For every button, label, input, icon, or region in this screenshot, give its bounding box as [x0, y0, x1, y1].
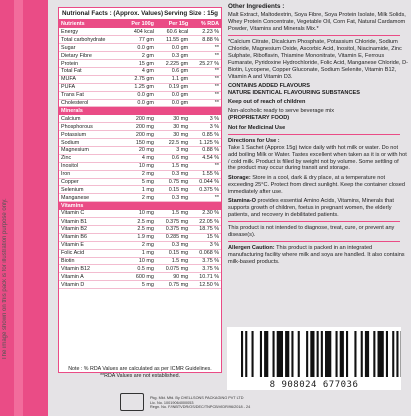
allergen-title: Allergen Caution: — [228, 245, 275, 252]
per-100g-value: 200 mg — [122, 123, 156, 131]
table-row — [59, 241, 221, 249]
per-15g-value: 0.0 gm — [156, 91, 190, 99]
nutrient-name: MUFA — [59, 75, 122, 83]
rda-value: 10.71 % — [190, 273, 221, 281]
barcode-bar — [298, 331, 300, 377]
divider — [228, 241, 400, 242]
per-100g-value: 1 mg — [122, 249, 156, 257]
nutrient-name: Vitamin D — [59, 281, 122, 289]
rda-value: 3 % — [190, 115, 221, 123]
rda-value: ** — [190, 83, 221, 91]
proprietary-food: (PROPRIETARY FOOD) — [228, 115, 290, 122]
per-15g-value: 0.15 mg — [156, 186, 190, 194]
per-100g-value: 0.0 gm — [122, 44, 156, 52]
per-15g-value: 0.0 gm — [156, 44, 190, 52]
per-100g-value: 200 mg — [122, 115, 156, 123]
table-row — [59, 162, 221, 170]
per-15g-value: 1.5 mg — [156, 257, 190, 265]
nutrient-name: Selenium — [59, 186, 122, 194]
table-row — [59, 36, 221, 44]
barcode-bar — [361, 331, 363, 377]
mfr-line-1: Pkg. Mkt. Mfd. By CHELLSONS PACKAGING PVT LTD — [150, 396, 244, 400]
rda-value: ** — [190, 91, 221, 99]
table-row — [59, 75, 221, 83]
rda-value: ** — [190, 75, 221, 83]
per-15g-value: 0.3 mg — [156, 194, 190, 202]
rda-value: 18.75 % — [190, 225, 221, 233]
side-stripe — [14, 0, 23, 416]
rda-value: ** — [190, 99, 221, 107]
recycle-logo — [120, 393, 144, 411]
barcode-bars — [227, 327, 401, 379]
per-100g-value: 4 mg — [122, 154, 156, 162]
nutrient-name: Folic Acid — [59, 249, 122, 257]
nutrient-name: Copper — [59, 178, 122, 186]
table-row — [59, 60, 221, 68]
col-per15: Per 15g — [156, 20, 190, 28]
table-row — [59, 99, 221, 107]
per-100g-value: 2 mg — [122, 241, 156, 249]
barcode-bar — [336, 331, 338, 377]
rda-value: 2.23 % — [190, 28, 221, 36]
per-15g-value: 1.5 mg — [156, 162, 190, 170]
barcode-bar — [310, 331, 314, 377]
nutrient-name: Protein — [59, 60, 122, 68]
per-100g-value: 1.9 mg — [122, 233, 156, 241]
barcode-bar — [365, 331, 369, 377]
nutrition-table — [59, 20, 221, 289]
nutrient-name: Vitamin B2 — [59, 225, 122, 233]
barcode-bar — [354, 331, 356, 377]
barcode-bar — [260, 331, 262, 377]
table-row — [59, 146, 221, 154]
per-100g-value: 5 mg — [122, 281, 156, 289]
nutrient-name: Calcium — [59, 115, 122, 123]
directions-text: Take 1 Sachet (Approx 15g) twice daily with hot milk or water. Do not add boiling Milk or Water. Tastes excellent when taken as it is or with hot / cold milk. Product is filled by weight not by volume. Some settling of the product may occur during transit and storage. — [228, 144, 407, 172]
footnote-rda: Note : % RDA Values are calculated as per ICMR Guidelines. — [68, 366, 212, 372]
rda-value: 2.30 % — [190, 210, 221, 218]
table-row — [59, 273, 221, 281]
per-100g-value: 600 mg — [122, 273, 156, 281]
per-15g-value: 0.285 mg — [156, 233, 190, 241]
table-row — [59, 225, 221, 233]
per-15g-value: 0.75 mg — [156, 281, 190, 289]
table-row — [59, 194, 221, 202]
per-100g-value: 1.25 gm — [122, 83, 156, 91]
per-100g-value: 15 gm — [122, 60, 156, 68]
per-100g-value: 404 kcal — [122, 28, 156, 36]
per-100g-value: 4 gm — [122, 67, 156, 75]
col-per100: Per 100g — [122, 20, 156, 28]
rda-value: ** — [190, 162, 221, 170]
per-15g-value: 22.5 mg — [156, 139, 190, 147]
barcode-bar — [340, 331, 344, 377]
per-100g-value: 0.0 gm — [122, 99, 156, 107]
per-15g-value: 90 mg — [156, 273, 190, 281]
rda-value: ** — [190, 67, 221, 75]
per-15g-value: 0.3 mg — [156, 241, 190, 249]
nutrient-name: Magnesium — [59, 146, 122, 154]
table-row — [59, 83, 221, 91]
table-row — [59, 139, 221, 147]
footnote-not-established: **RDA Values are not established. — [100, 373, 180, 379]
serving-size: Serving Size : 15g — [164, 10, 218, 17]
barcode-bar — [306, 331, 308, 377]
nutrient-name: Iron — [59, 170, 122, 178]
per-100g-value: 2 gm — [122, 52, 156, 60]
nutrient-name: Cholesterol — [59, 99, 122, 107]
divider — [228, 134, 400, 135]
barcode-digits: 8 908024 677036 — [227, 380, 401, 390]
barcode-bar — [396, 331, 398, 377]
minerals-mix-text: *Calcium Citrate, Dicalcium Phosphate, Potassium Chloride, Sodium Chloride, Magnesium Oxide, Ascorbic Acid, Inositol, Niacinamide, Zinc Sulphate, Riboflavin, Thiamine Mononitrate, Vitamin E, Ferrous Fumarate, Pyridoxine Hydrochloride, Folic Acid, Manganese Chloride, D-Biotin, Lycopene, Copper Gluconate, Sodium Selenite, Vitamin B12, Vitamin A and Vitamin D3. — [228, 39, 409, 80]
rda-value: 12.50 % — [190, 281, 221, 289]
vitamins-heading: Vitamins — [59, 202, 221, 210]
barcode-bar — [277, 331, 283, 377]
per-15g-value: 0.75 mg — [156, 178, 190, 186]
nutrition-title: Nutrional Facts : (Approx. Values) — [62, 10, 164, 17]
per-100g-value: 2.5 mg — [122, 218, 156, 226]
nutrient-name: Sugar — [59, 44, 122, 52]
nutrient-name: Potassium — [59, 131, 122, 139]
rda-value: 1.55 % — [190, 170, 221, 178]
per-15g-value: 30 mg — [156, 123, 190, 131]
per-15g-value: 0.6 gm — [156, 67, 190, 75]
rda-value: 3 % — [190, 123, 221, 131]
per-15g-value: 0.375 mg — [156, 225, 190, 233]
barcode-bar — [321, 331, 323, 377]
children-warning: Keep out of reach of children — [228, 99, 306, 106]
per-15g-value: 0.075 mg — [156, 265, 190, 273]
col-nutrients: Nutrients — [59, 20, 122, 28]
nutrition-panel — [58, 7, 222, 373]
per-100g-value: 2.5 mg — [122, 225, 156, 233]
nutrient-name: Total carbohydrate — [59, 36, 122, 44]
illustration-note: The image shown on this pack is for illustration purpose only. — [2, 198, 8, 360]
nutrient-name: Vitamin E — [59, 241, 122, 249]
nutrient-name: Vitamin C — [59, 210, 122, 218]
per-15g-value: 3 mg — [156, 146, 190, 154]
per-15g-value: 0.375 mg — [156, 218, 190, 226]
rda-value: 1.125 % — [190, 139, 221, 147]
nutrient-name: PUFA — [59, 83, 122, 91]
flavour-line-1: CONTAINS ADDED FLAVOURS — [228, 82, 310, 89]
table-row — [59, 233, 221, 241]
manufacturer-info — [150, 396, 250, 410]
barcode-bar — [386, 331, 388, 377]
mfr-line-3: Regn. No. F/INBTVDR/OS/DEC/TNPCB/VIDR/96/2018 - 24 — [150, 405, 251, 409]
table-row — [59, 281, 221, 289]
nutrient-name: Energy — [59, 28, 122, 36]
nutrient-name: Zinc — [59, 154, 122, 162]
per-15g-value: 1.5 mg — [156, 210, 190, 218]
rda-value: ** — [190, 194, 221, 202]
storage-title: Storage: — [228, 174, 251, 181]
table-row — [59, 28, 221, 36]
rda-value: ** — [190, 44, 221, 52]
barcode-bar — [285, 331, 289, 377]
flavour-line-2: NATURE IDENTICAL FLAVOURING SUBSTANCES — [228, 89, 360, 96]
rda-value: 0.044 % — [190, 178, 221, 186]
per-15g-value: 30 mg — [156, 115, 190, 123]
nutrient-name: Vitamin B1 — [59, 218, 122, 226]
table-row — [59, 91, 221, 99]
table-row — [59, 44, 221, 52]
rda-value: 22.05 % — [190, 218, 221, 226]
per-100g-value: 77 gm — [122, 36, 156, 44]
per-15g-value: 1.1 gm — [156, 75, 190, 83]
table-row — [59, 123, 221, 131]
per-15g-value: 2.225 gm — [156, 60, 190, 68]
rda-value: 0.375 % — [190, 186, 221, 194]
rda-value: 25.27 % — [190, 60, 221, 68]
per-100g-value: 200 mg — [122, 131, 156, 139]
table-row — [59, 257, 221, 265]
barcode-bar — [273, 331, 275, 377]
per-100g-value: 20 mg — [122, 146, 156, 154]
table-row — [59, 218, 221, 226]
table-row — [59, 186, 221, 194]
nutrient-name: Total Fat — [59, 67, 122, 75]
per-100g-value: 2 mg — [122, 170, 156, 178]
ingredients-text: Malt Extract, Maltodextrin, Soya Fibre, Soya Protein Isolate, Milk Solids, Whey Protein Concentrate, Vegetable Oil, Corn Fat, Natural Cardamom Powder, Vitamins and Minerals Mix.* — [228, 11, 406, 32]
barcode-bar — [325, 331, 331, 377]
disclaimer-text: This product is not intended to diagnose, treat, cure, or prevent any disease(s). — [228, 224, 395, 238]
per-100g-value: 0.0 gm — [122, 91, 156, 99]
storage-text: Store in a cool, dark & dry place, at a temperature not exceeding 25°C. Protect from direct sunlight. Keep the container closed immediately after use. — [228, 174, 405, 195]
per-100g-value: 10 mg — [122, 210, 156, 218]
nutrient-name: Dietary Fibre — [59, 52, 122, 60]
col-rda: % RDA — [190, 20, 221, 28]
rda-value: 4.54 % — [190, 154, 221, 162]
table-row — [59, 67, 221, 75]
table-row — [59, 210, 221, 218]
per-100g-value: 2.75 gm — [122, 75, 156, 83]
per-15g-value: 30 mg — [156, 131, 190, 139]
stamina-text: provides essential Amino Acids, Vitamins, Minerals that supports growth of children, foetus in pregnant women, the elderly patients, and recovery in debilitated patients. — [228, 197, 394, 218]
nutrient-name: Inositol — [59, 162, 122, 170]
per-15g-value: 11.55 gm — [156, 36, 190, 44]
rda-value: 3 % — [190, 241, 221, 249]
divider — [228, 221, 400, 222]
rda-value: 3.75 % — [190, 265, 221, 273]
minerals-heading: Minerals — [59, 107, 221, 115]
barcode-bar — [392, 331, 394, 377]
directions-title: Directions for Use : — [228, 137, 280, 144]
per-15g-value: 0.3 mg — [156, 170, 190, 178]
per-15g-value: 0.6 mg — [156, 154, 190, 162]
rda-value: 15 % — [190, 233, 221, 241]
table-row — [59, 52, 221, 60]
nutrient-name: Vitamin B6 — [59, 233, 122, 241]
nutrient-name: Sodium — [59, 139, 122, 147]
beverage-line: Non-alcoholic ready to serve beverage mix — [228, 108, 335, 115]
barcode-bar — [378, 331, 384, 377]
per-100g-value: 10 mg — [122, 257, 156, 265]
barcode-bar — [346, 331, 348, 377]
stamina-title: Stamina-O — [228, 197, 256, 204]
allergen-text: This product is packed in an integrated manufacturing facility where milk and soya are handled. It also contains milk-based products. — [228, 245, 405, 265]
rda-value: 0.85 % — [190, 131, 221, 139]
per-100g-value: 0.5 mg — [122, 265, 156, 273]
per-15g-value: 0.15 mg — [156, 249, 190, 257]
rda-value: 3.75 % — [190, 257, 221, 265]
ingredients-column — [228, 4, 408, 268]
per-15g-value: 0.19 gm — [156, 83, 190, 91]
per-100g-value: 10 mg — [122, 162, 156, 170]
per-15g-value: 60.6 kcal — [156, 28, 190, 36]
nutrient-name: Vitamin B12 — [59, 265, 122, 273]
per-100g-value: 5 mg — [122, 178, 156, 186]
rda-value: 0.88 % — [190, 146, 221, 154]
barcode-bar — [317, 331, 319, 377]
nutrient-name: Manganese — [59, 194, 122, 202]
table-row — [59, 131, 221, 139]
divider — [228, 35, 400, 36]
barcode-bar — [291, 331, 293, 377]
nutrient-name: Phosphorous — [59, 123, 122, 131]
table-row — [59, 115, 221, 123]
table-row — [59, 249, 221, 257]
per-100g-value: 150 mg — [122, 139, 156, 147]
per-15g-value: 0.0 gm — [156, 99, 190, 107]
rda-value: 0.068 % — [190, 249, 221, 257]
barcode-bar — [373, 331, 375, 377]
table-row — [59, 170, 221, 178]
not-medicinal: Not for Medicinal Use — [228, 124, 286, 131]
nutrient-name: Vitamin A — [59, 273, 122, 281]
barcode-bar — [252, 331, 254, 377]
rda-value: 8.88 % — [190, 36, 221, 44]
rda-value: ** — [190, 52, 221, 60]
table-row — [59, 154, 221, 162]
barcode-bar — [264, 331, 268, 377]
mfr-line-2: Lic. No. 10019064000053 — [150, 400, 194, 405]
nutrition-header — [59, 8, 221, 20]
table-row — [59, 265, 221, 273]
barcode-bar — [245, 331, 247, 377]
per-100g-value: 2 mg — [122, 194, 156, 202]
footnotes — [58, 362, 222, 380]
per-15g-value: 0.3 gm — [156, 52, 190, 60]
barcode-bar — [241, 331, 243, 377]
table-row — [59, 178, 221, 186]
ingredients-title: Other Ingredients : — [228, 3, 285, 10]
nutrient-name: Trans Fat — [59, 91, 122, 99]
nutrient-name: Biotin — [59, 257, 122, 265]
per-100g-value: 1 mg — [122, 186, 156, 194]
